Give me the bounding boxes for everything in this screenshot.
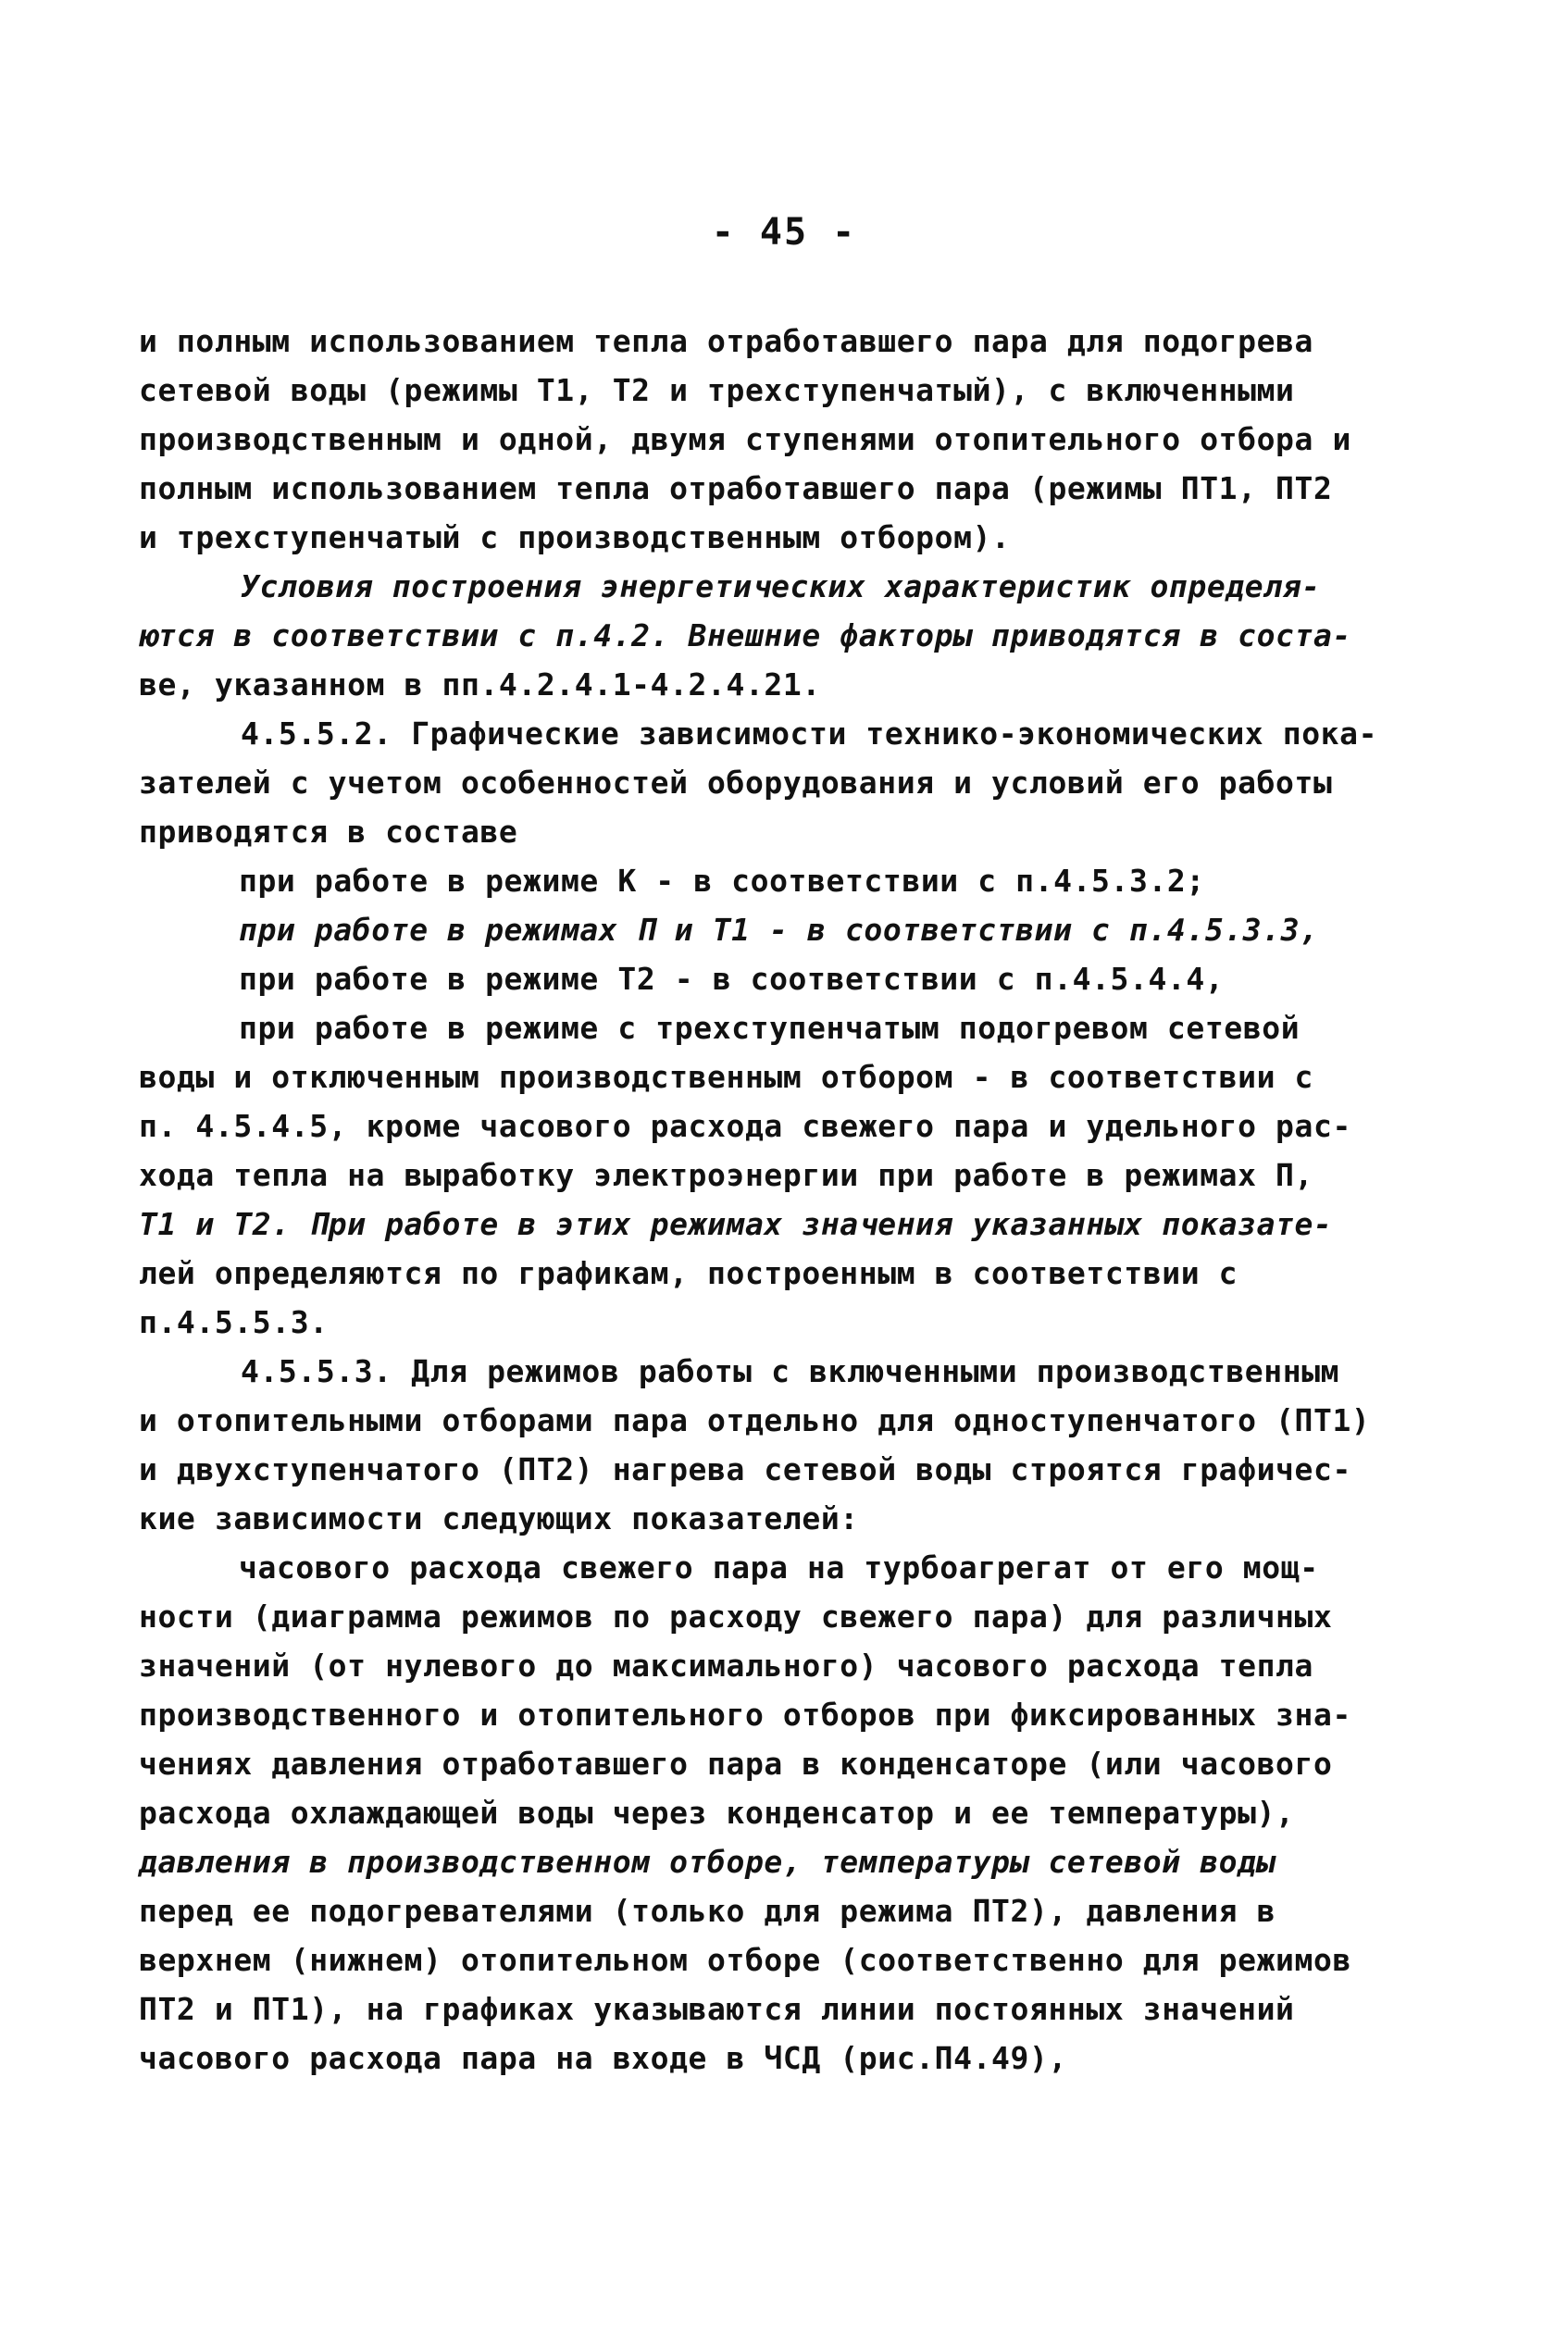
text-line: п.4.5.5.3.: [139, 1304, 329, 1340]
text-line: ПТ2 и ПТ1), на графиках указываются линии постоянных значений: [139, 1991, 1295, 2027]
text-line: давления в производственном отборе, температуры сетевой воды: [139, 1844, 1276, 1880]
text-line: Т1 и Т2. При работе в этих режимах значения указанных показате-: [139, 1206, 1333, 1242]
text-line: 4.5.5.2. Графические зависимости технико-экономических пока-: [241, 715, 1378, 752]
text-line: п. 4.5.4.5, кроме часового расхода свежего пара и удельного рас-: [139, 1108, 1351, 1144]
text-line: ются в соответствии с п.4.2. Внешние факторы приводятся в соста-: [139, 617, 1351, 653]
text-line: и двухступенчатого (ПТ2) нагрева сетевой воды строятся графичес-: [139, 1451, 1351, 1487]
text-line: кие зависимости следующих показателей:: [139, 1500, 859, 1536]
text-line: зателей с учетом особенностей оборудования и условий его работы: [139, 765, 1333, 801]
text-line: сетевой воды (режимы Т1, Т2 и трехступенчатый), с включенными: [139, 372, 1295, 408]
text-line: лей определяются по графикам, построенным в соответствии с: [139, 1255, 1238, 1291]
text-line: производственным и одной, двумя ступенями отопительного отбора и: [139, 421, 1351, 457]
text-line: производственного и отопительного отборов при фиксированных зна-: [139, 1697, 1351, 1733]
text-line: воды и отключенным производственным отбором - в соответствии с: [139, 1059, 1313, 1095]
text-line: часового расхода пара на входе в ЧСД (рис.П4.49),: [139, 2040, 1067, 2076]
text-line: ности (диаграмма режимов по расходу свежего пара) для различных: [139, 1598, 1333, 1635]
text-line: перед ее подогревателями (только для режима ПТ2), давления в: [139, 1893, 1276, 1929]
text-line: и полным использованием тепла отработавшего пара для подогрева: [139, 323, 1313, 359]
text-line: и трехступенчатый с производственным отбором).: [139, 519, 1011, 555]
text-line: 4.5.5.3. Для режимов работы с включенными производственным: [241, 1353, 1340, 1389]
text-line: значений (от нулевого до максимального) часового расхода тепла: [139, 1648, 1313, 1684]
text-line: полным использованием тепла отработавшего пара (режимы ПТ1, ПТ2: [139, 470, 1333, 506]
text-line: Условия построения энергетических характеристик определя-: [241, 568, 1321, 604]
text-line: расхода охлаждающей воды через конденсатор и ее температуры),: [139, 1795, 1295, 1831]
text-line: при работе в режиме Т2 - в соответствии с п.4.5.4.4,: [239, 961, 1225, 997]
text-line: хода тепла на выработку электроэнергии при работе в режимах П,: [139, 1157, 1313, 1193]
text-line: верхнем (нижнем) отопительном отборе (соответственно для режимов: [139, 1942, 1351, 1978]
text-line: при работе в режимах П и Т1 - в соответствии с п.4.5.3.3,: [239, 912, 1319, 948]
text-line: при работе в режиме К - в соответствии с п.4.5.3.2;: [239, 863, 1205, 899]
text-line: приводятся в составе: [139, 814, 518, 850]
text-line: чениях давления отработавшего пара в конденсаторе (или часового: [139, 1746, 1333, 1782]
text-line: ве, указанном в пп.4.2.4.1-4.2.4.21.: [139, 666, 821, 703]
page-number: - 45 -: [711, 211, 857, 254]
body-text: [139, 317, 1453, 2083]
text-line: часового расхода свежего пара на турбоагрегат от его мощ-: [239, 1549, 1319, 1586]
text-line: при работе в режиме с трехступенчатым подогревом сетевой: [239, 1010, 1300, 1046]
text-line: и отопительными отборами пара отдельно для одноступенчатого (ПТ1): [139, 1402, 1371, 1438]
